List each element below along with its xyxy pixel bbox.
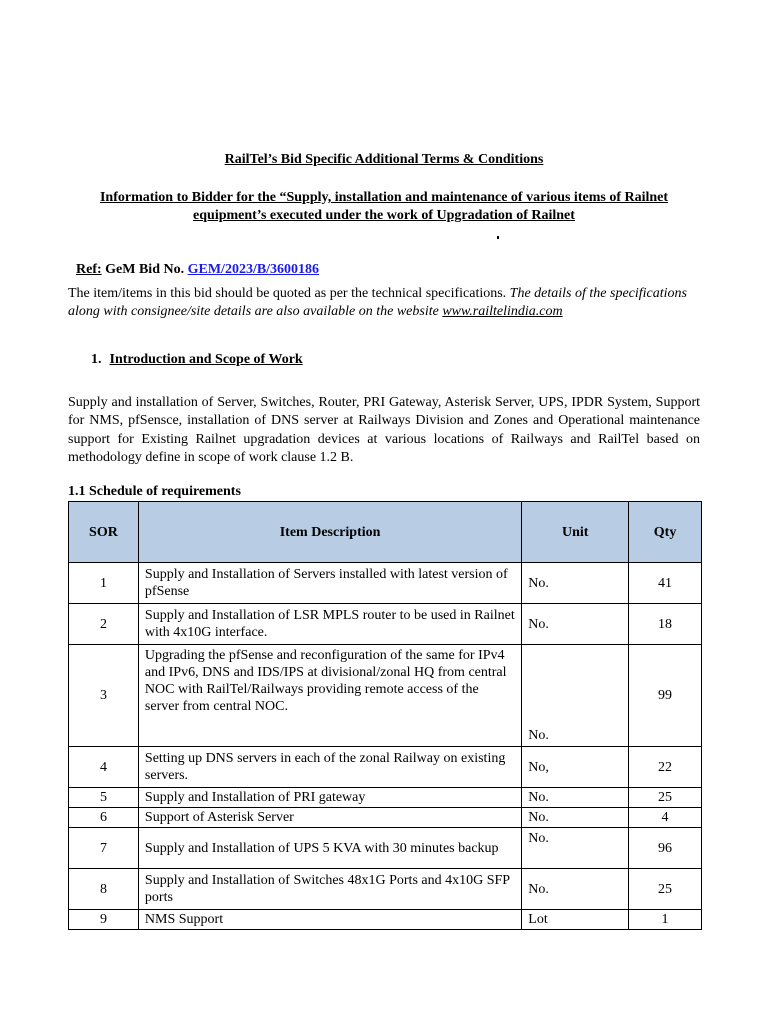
section-heading [91,352,303,368]
bidder-information-line-1: Information to Bidder for the “Supply, installation and maintenance of various items of Railnet [99,190,669,205]
cell-description: Supply and Installation of Servers installed with latest version of pfSense [138,563,521,604]
cell-description: Supply and Installation of LSR MPLS router to be used in Railnet with 4x10G interface. [138,604,521,645]
cell-unit: No. [522,604,629,645]
table-header-row [69,502,702,563]
cell-sor: 6 [69,808,139,828]
header-sor: SOR [69,502,139,563]
cell-unit: No. [522,563,629,604]
table-row [69,910,702,930]
cell-sor: 2 [69,604,139,645]
cell-description: Supply and Installation of PRI gateway [138,788,521,808]
table-row [69,788,702,808]
table-row [69,808,702,828]
cell-qty: 96 [629,828,702,869]
cell-qty: 22 [629,747,702,788]
subsection-heading: 1.1 Schedule of requirements [68,484,241,499]
bidder-information-line-2: equipment’s executed under the work of Upgradation of Railnet [193,208,575,223]
cell-sor: 7 [69,828,139,869]
cell-unit: No, [522,747,629,788]
table-row [69,869,702,910]
stray-mark [497,236,499,239]
table-row [69,645,702,747]
table-row [69,828,702,869]
header-unit: Unit [522,502,629,563]
cell-unit: No. [522,828,629,869]
cell-sor: 5 [69,788,139,808]
cell-sor: 3 [69,645,139,747]
cell-unit: No. [522,788,629,808]
cell-description: NMS Support [138,910,521,930]
reference-label: Ref: [76,262,102,277]
cell-qty: 25 [629,869,702,910]
cell-description: Supply and Installation of Switches 48x1G Ports and 4x10G SFP ports [138,869,521,910]
schedule-of-requirements-table [68,501,702,930]
website-link[interactable]: www.railtelindia.com [442,304,563,319]
cell-sor: 4 [69,747,139,788]
document-title: RailTel’s Bid Specific Additional Terms & Conditions [224,152,544,167]
cell-description: Setting up DNS servers in each of the zonal Railway on existing servers. [138,747,521,788]
cell-unit: No. [522,869,629,910]
cell-sor: 9 [69,910,139,930]
table-row [69,563,702,604]
cell-description: Upgrading the pfSense and reconfiguration of the same for IPv4 and IPv6, DNS and IDS/IPS at divisional/zonal HQ from central NOC with RailTel/Railways providing remote access of the server from central NOC. [138,645,521,747]
cell-qty: 99 [629,645,702,747]
table-row [69,604,702,645]
cell-sor: 1 [69,563,139,604]
cell-sor: 8 [69,869,139,910]
cell-description: Support of Asterisk Server [138,808,521,828]
cell-unit: No. [522,808,629,828]
reference-text: GeM Bid No. [101,262,188,277]
section-title: Introduction and Scope of Work [109,352,303,367]
specification-italic-text: The details of the specifications along with consignee/site details are also available on the website [68,286,687,319]
gem-bid-link[interactable]: GEM/2023/B/3600186 [187,262,320,277]
cell-unit: Lot [522,910,629,930]
cell-description: Supply and Installation of UPS 5 KVA with 30 minutes backup [138,828,521,869]
cell-unit: No. [522,645,629,747]
cell-qty: 1 [629,910,702,930]
reference-line [76,262,319,278]
cell-qty: 18 [629,604,702,645]
specification-plain-text: The item/items in this bid should be quoted as per the technical specifications. [68,286,510,301]
scope-paragraph: Supply and installation of Server, Switches, Router, PRI Gateway, Asterisk Server, UPS, IPDR System, Support for NMS, pfSensce, installation of DNS server at Railways Division and Zones and Operational maintenance support for Existing Railnet upgradation devices at various locations of Railways and RailTel based on methodology define in scope of work clause 1.2 B. [68,395,700,465]
table-row [69,747,702,788]
cell-qty: 41 [629,563,702,604]
bidder-information-heading [68,189,700,225]
header-item-description: Item Description [138,502,521,563]
specification-paragraph [68,285,708,321]
cell-qty: 4 [629,808,702,828]
section-number: 1. [91,352,102,367]
cell-qty: 25 [629,788,702,808]
header-qty: Qty [629,502,702,563]
